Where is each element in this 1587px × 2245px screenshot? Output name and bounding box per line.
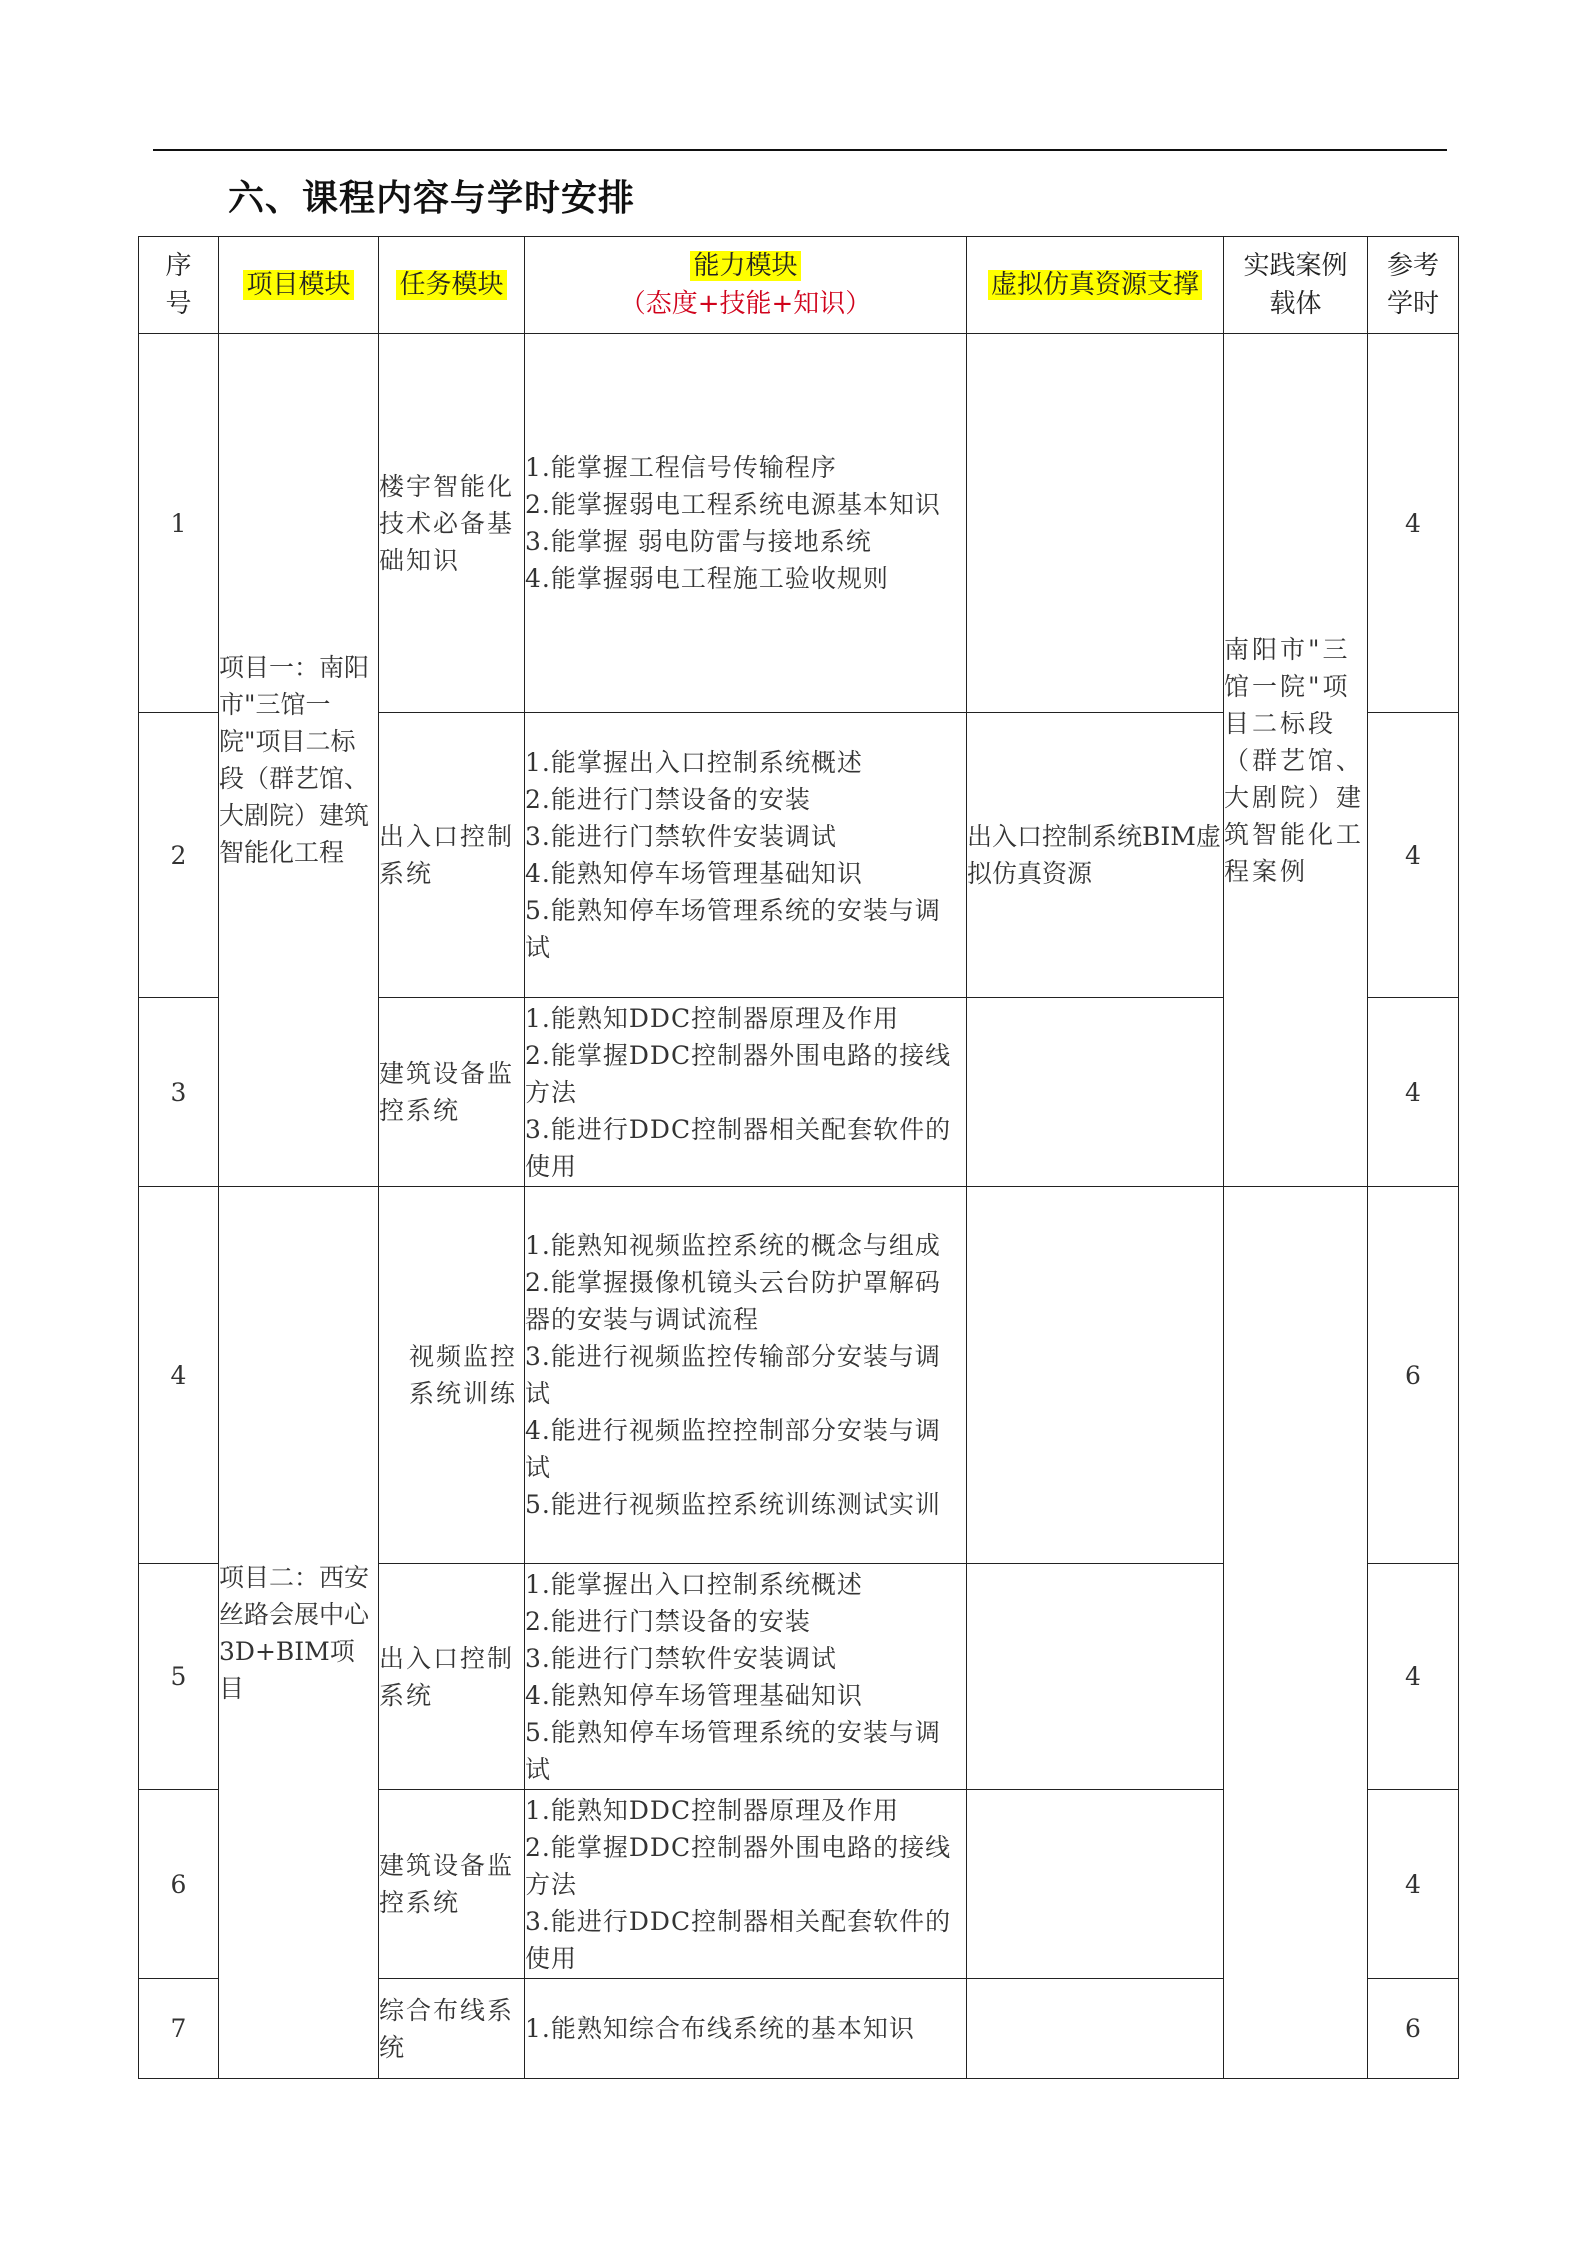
task-module: 楼宇智能化技术必备基础知识	[379, 334, 525, 713]
case-carrier	[1224, 1187, 1368, 2079]
task-module: 建筑设备监控系统	[379, 1790, 525, 1979]
resource-cell	[967, 334, 1224, 713]
ability-cell: 1.能掌握出入口控制系统概述 2.能进行门禁设备的安装 3.能进行门禁软件安装调试 4.能熟知停车场管理基础知识 5.能熟知停车场管理系统的安装与调试	[525, 713, 967, 998]
header-seq: 序 号	[139, 237, 219, 334]
row-seq: 1	[139, 334, 219, 713]
row-seq: 4	[139, 1187, 219, 1564]
row-hours: 4	[1368, 334, 1459, 713]
header-row	[139, 237, 1459, 334]
header-resource: 虚拟仿真资源支撑	[967, 237, 1224, 334]
row-seq: 5	[139, 1564, 219, 1790]
task-module: 出入口控制系统	[379, 1564, 525, 1790]
ability-cell: 1.能掌握出入口控制系统概述 2.能进行门禁设备的安装 3.能进行门禁软件安装调试 4.能熟知停车场管理基础知识 5.能熟知停车场管理系统的安装与调试	[525, 1564, 967, 1790]
header-task: 任务模块	[379, 237, 525, 334]
task-module: 视频监控系统训练	[379, 1187, 525, 1564]
table-row	[139, 1187, 1459, 1564]
resource-cell	[967, 1564, 1224, 1790]
task-module: 出入口控制系统	[379, 713, 525, 998]
table-row	[139, 334, 1459, 713]
resource-cell: 出入口控制系统BIM虚拟仿真资源	[967, 713, 1224, 998]
section-title: 六、课程内容与学时安排	[228, 178, 636, 219]
row-hours: 6	[1368, 1187, 1459, 1564]
row-seq: 3	[139, 998, 219, 1187]
row-seq: 7	[139, 1979, 219, 2079]
row-hours: 6	[1368, 1979, 1459, 2079]
row-hours: 4	[1368, 998, 1459, 1187]
row-hours: 4	[1368, 713, 1459, 998]
ability-cell: 1.能熟知DDC控制器原理及作用 2.能掌握DDC控制器外围电路的接线方法 3.能进行DDC控制器相关配套软件的使用	[525, 1790, 967, 1979]
case-carrier: 南阳市"三馆一院"项目二标段（群艺馆、大剧院）建筑智能化工程案例	[1224, 334, 1368, 1187]
project-module: 项目二：西安丝路会展中心3D+BIM项目	[219, 1187, 379, 2079]
row-seq: 2	[139, 713, 219, 998]
header-case: 实践案例 载体	[1224, 237, 1368, 334]
task-module: 综合布线系统	[379, 1979, 525, 2079]
header-project: 项目模块	[219, 237, 379, 334]
header-rule	[153, 149, 1447, 151]
ability-cell: 1.能熟知综合布线系统的基本知识	[525, 1979, 967, 2079]
resource-cell	[967, 1187, 1224, 1564]
header-hours: 参考 学时	[1368, 237, 1459, 334]
ability-cell: 1.能熟知DDC控制器原理及作用 2.能掌握DDC控制器外围电路的接线方法 3.能进行DDC控制器相关配套软件的使用	[525, 998, 967, 1187]
row-hours: 4	[1368, 1790, 1459, 1979]
ability-cell: 1.能熟知视频监控系统的概念与组成 2.能掌握摄像机镜头云台防护罩解码器的安装与调试流程 3.能进行视频监控传输部分安装与调试 4.能进行视频监控控制部分安装与调试 5.能进行视频监控系统训练测试实训	[525, 1187, 967, 1564]
header-ability: 能力模块 （态度+技能+知识）	[525, 237, 967, 334]
row-seq: 6	[139, 1790, 219, 1979]
course-schedule-table	[138, 236, 1459, 2079]
task-module: 建筑设备监控系统	[379, 998, 525, 1187]
project-module: 项目一：南阳市"三馆一院"项目二标段（群艺馆、大剧院）建筑智能化工程	[219, 334, 379, 1187]
ability-cell: 1.能掌握工程信号传输程序 2.能掌握弱电工程系统电源基本知识 3.能掌握 弱电防雷与接地系统 4.能掌握弱电工程施工验收规则	[525, 334, 967, 713]
resource-cell	[967, 1790, 1224, 1979]
row-hours: 4	[1368, 1564, 1459, 1790]
resource-cell	[967, 1979, 1224, 2079]
resource-cell	[967, 998, 1224, 1187]
